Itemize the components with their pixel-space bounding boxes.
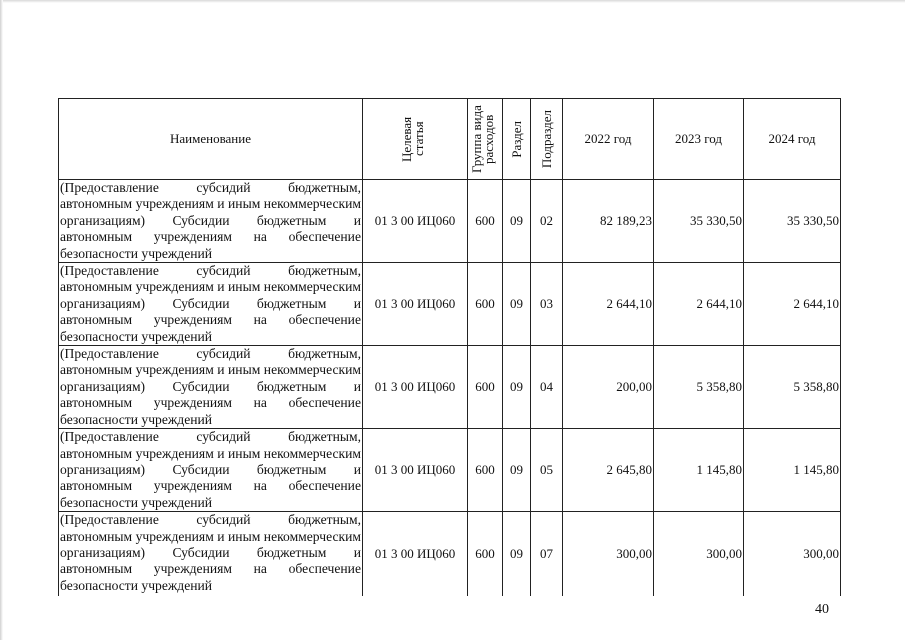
row-2022: 2 645,80 xyxy=(563,429,654,512)
row-2022: 2 644,10 xyxy=(563,263,654,346)
row-name: (Предоставление субсидий бюджетным, автономным учреждениям и иным некоммерческим организациям) Субсидии бюджетным и автономным учреждениям на обеспечение безопасности учреждений xyxy=(60,263,361,344)
budget-table xyxy=(58,98,841,596)
row-2023: 2 644,10 xyxy=(654,263,744,346)
row-section: 09 xyxy=(503,429,531,512)
header-subsection xyxy=(531,99,563,180)
header-subsection-label: Подраздел xyxy=(538,109,554,169)
scan-edge-left xyxy=(0,0,3,640)
row-subsection: 04 xyxy=(531,346,563,429)
row-expense-group: 600 xyxy=(468,263,503,346)
row-subsection: 07 xyxy=(531,512,563,597)
row-name: (Предоставление субсидий бюджетным, автономным учреждениям и иным некоммерческим организациям) Субсидии бюджетным и автономным учреждениям на обеспечение безопасности учреждений xyxy=(59,512,363,597)
table-row xyxy=(59,346,841,429)
row-target-article: 01 3 00 ИЦ060 xyxy=(363,512,468,597)
header-2023: 2023 год xyxy=(654,99,744,180)
header-2022: 2022 год xyxy=(563,99,654,180)
row-2024: 300,00 xyxy=(744,512,841,597)
row-section: 09 xyxy=(503,180,531,263)
scan-edge-top xyxy=(0,0,905,3)
row-subsection: 02 xyxy=(531,180,563,263)
header-target-article-label: Целевая статья xyxy=(399,116,426,162)
header-section xyxy=(503,99,531,180)
row-target-article: 01 3 00 ИЦ060 xyxy=(363,346,468,429)
row-2024: 35 330,50 xyxy=(744,180,841,263)
header-2024: 2024 год xyxy=(744,99,841,180)
row-2023: 35 330,50 xyxy=(654,180,744,263)
row-2023: 1 145,80 xyxy=(654,429,744,512)
row-section: 09 xyxy=(503,512,531,597)
row-2022: 200,00 xyxy=(563,346,654,429)
row-name: (Предоставление субсидий бюджетным, автономным учреждениям и иным некоммерческим организациям) Субсидии бюджетным и автономным учреждениям на обеспечение безопасности учреждений xyxy=(60,180,361,261)
header-target-article xyxy=(363,99,468,180)
table-header-row xyxy=(59,99,841,180)
row-2024: 1 145,80 xyxy=(744,429,841,512)
row-2023: 300,00 xyxy=(654,512,744,597)
header-section-label: Раздел xyxy=(508,120,524,158)
row-target-article: 01 3 00 ИЦ060 xyxy=(363,429,468,512)
row-target-article: 01 3 00 ИЦ060 xyxy=(363,180,468,263)
row-2024: 2 644,10 xyxy=(744,263,841,346)
header-expense-group-label: Группа вида расходов xyxy=(469,105,496,173)
row-name: (Предоставление субсидий бюджетным, автономным учреждениям и иным некоммерческим организациям) Субсидии бюджетным и автономным учреждениям на обеспечение безопасности учреждений xyxy=(60,346,361,427)
row-2024: 5 358,80 xyxy=(744,346,841,429)
page-number: 40 xyxy=(815,602,829,617)
table-row xyxy=(59,512,841,597)
row-section: 09 xyxy=(503,263,531,346)
row-expense-group: 600 xyxy=(468,180,503,263)
table-row xyxy=(59,429,841,512)
table-row xyxy=(59,180,841,263)
row-2022: 300,00 xyxy=(563,512,654,597)
row-2023: 5 358,80 xyxy=(654,346,744,429)
row-expense-group: 600 xyxy=(468,429,503,512)
table-row xyxy=(59,263,841,346)
row-subsection: 05 xyxy=(531,429,563,512)
row-name: (Предоставление субсидий бюджетным, автономным учреждениям и иным некоммерческим организациям) Субсидии бюджетным и автономным учреждениям на обеспечение безопасности учреждений xyxy=(60,429,361,510)
row-2022: 82 189,23 xyxy=(563,180,654,263)
header-expense-group xyxy=(468,99,503,180)
row-expense-group: 600 xyxy=(468,512,503,597)
row-expense-group: 600 xyxy=(468,346,503,429)
row-subsection: 03 xyxy=(531,263,563,346)
row-section: 09 xyxy=(503,346,531,429)
header-name: Наименование xyxy=(59,99,363,180)
row-target-article: 01 3 00 ИЦ060 xyxy=(363,263,468,346)
